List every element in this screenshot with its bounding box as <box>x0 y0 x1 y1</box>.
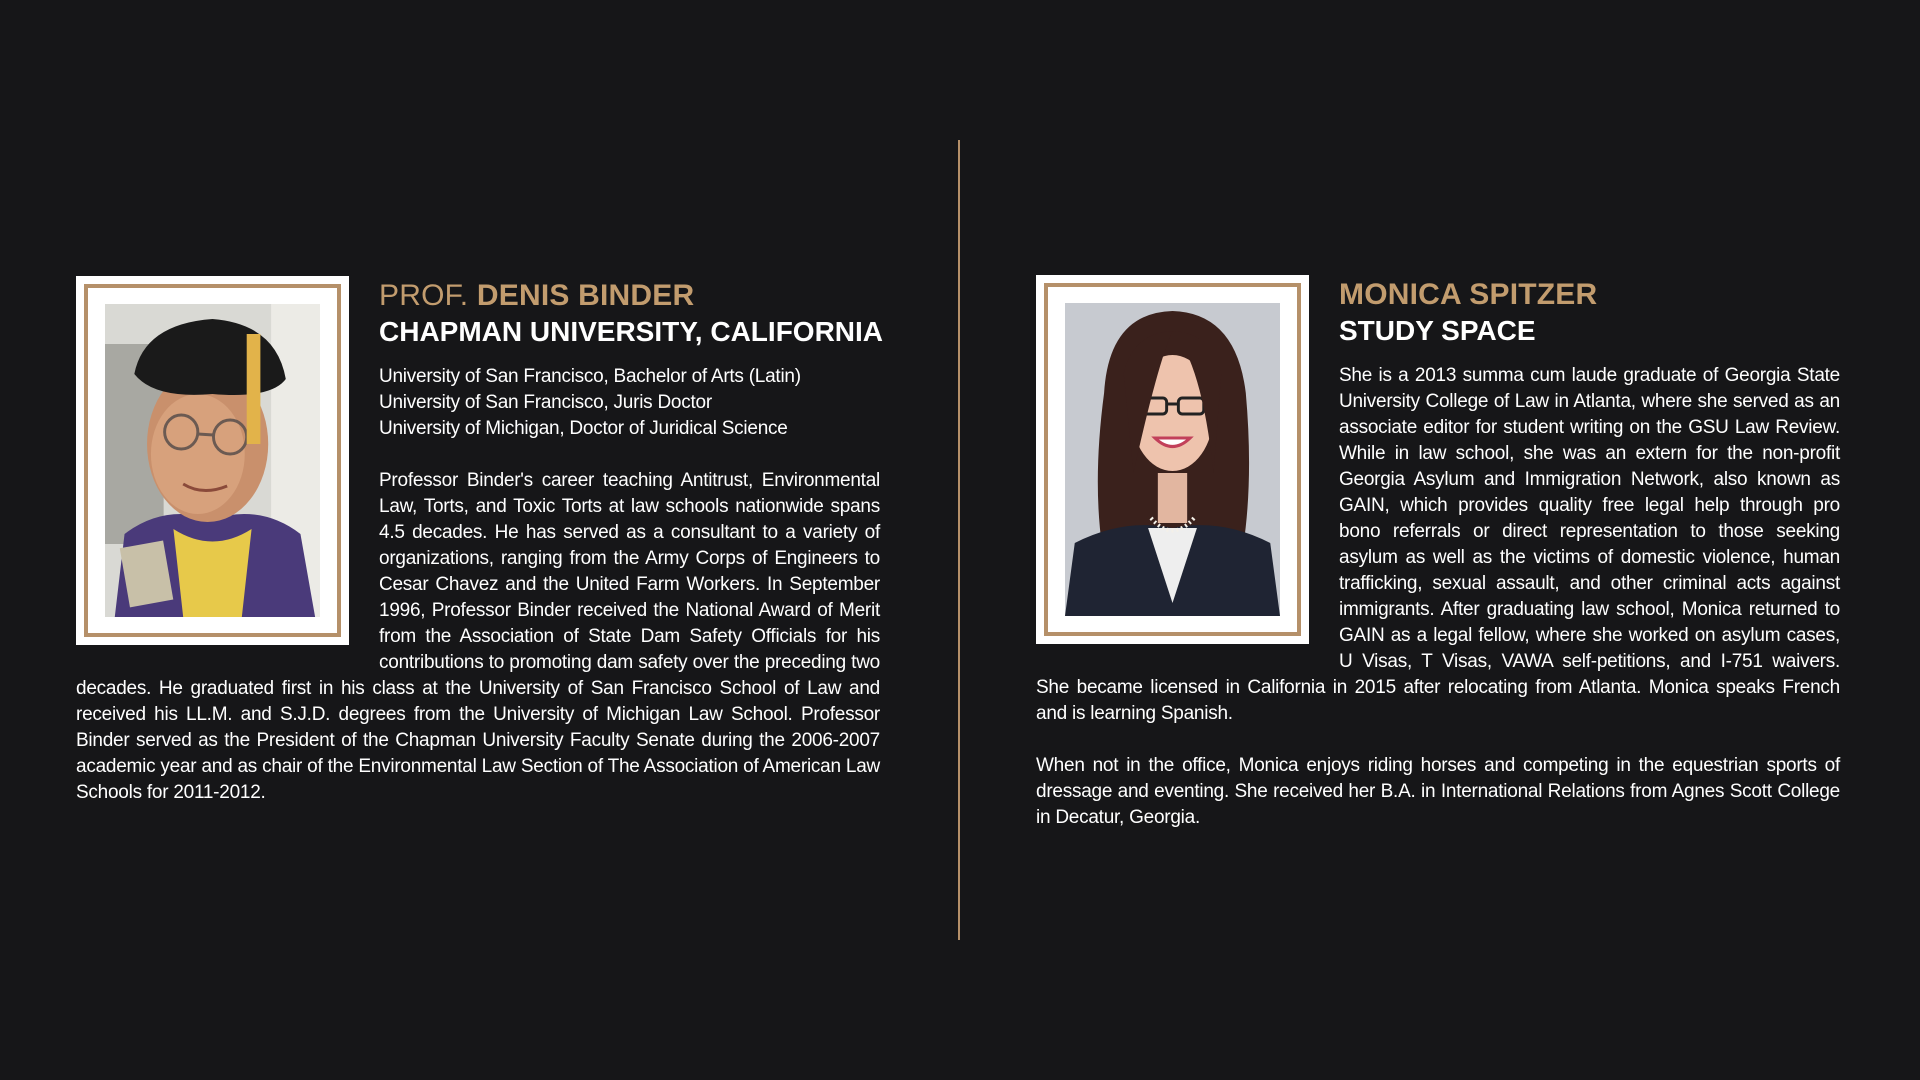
photo-frame <box>76 276 349 645</box>
profile-monica-spitzer <box>1036 275 1840 831</box>
education-item: University of Michigan, Doctor of Juridical Science <box>379 418 788 439</box>
education-item: University of San Francisco, Bachelor of Arts (Latin) <box>379 366 801 387</box>
portrait-photo-monica-spitzer <box>1065 303 1280 616</box>
speaker-bio: Professor Binder's career teaching Antitrust, Environmental Law, Torts, and Toxic Torts at law schools nationwide spans 4.5 decades. He has served as a consultant to a variety of organizations, ranging from the Army Corps of Engineers to Cesar Chavez and the United Farm Workers. In September 1996, Professor Binder received the National Award of Merit from the Association of State Dam Safety Officials for his contributions to promoting dam safety over the preceding two decades. He graduated first in his class at the University of San Francisco School of Law and received his LL.M. and S.J.D. degrees from the University of Michigan Law School. Professor Binder served as the President of the Chapman University Faculty Senate during the 2006-2007 academic year and as chair of the Environmental Law Section of The Association of American Law Schools for 2011-2012. <box>76 470 880 803</box>
vertical-divider <box>958 140 960 940</box>
profile-denis-binder <box>76 276 884 806</box>
name-prefix: PROF. <box>379 279 469 312</box>
speaker-name: MONICA SPITZER <box>1339 278 1598 311</box>
speaker-affiliation: STUDY SPACE <box>1339 315 1536 346</box>
speaker-affiliation: CHAPMAN UNIVERSITY, CALIFORNIA <box>379 316 884 347</box>
speaker-bio: She is a 2013 summa cum laude graduate of Georgia State University College of Law in Atlanta, where she served as an associate editor for student writing on the GSU Law Review. While in law school, she was an extern for the non-profit Georgia Asylum and Immigration Network, also known as GAIN, which provides quality free legal help through pro bono referrals or direct representation to those seeking asylum as well as the victims of domestic violence, human trafficking, sexual assault, and other criminal acts against immigrants. After graduating law school, Monica returned to GAIN as a legal fellow, where she worked on asylum cases, U Visas, T Visas, VAWA self-petitions, and I-751 waivers. She became licensed in California in 2015 after relocating from Atlanta. Monica speaks French and is learning Spanish. <box>1036 365 1840 724</box>
photo-frame <box>1036 275 1309 644</box>
speaker-bio-personal: When not in the office, Monica enjoys riding horses and competing in the equestrian sports of dressage and eventing. She received her B.A. in International Relations from Agnes Scott College in Decatur, Georgia. <box>1036 755 1840 828</box>
portrait-photo-denis-binder <box>105 304 320 617</box>
name-text: DENIS BINDER <box>476 279 695 312</box>
education-item: University of San Francisco, Juris Doctor <box>379 392 712 413</box>
